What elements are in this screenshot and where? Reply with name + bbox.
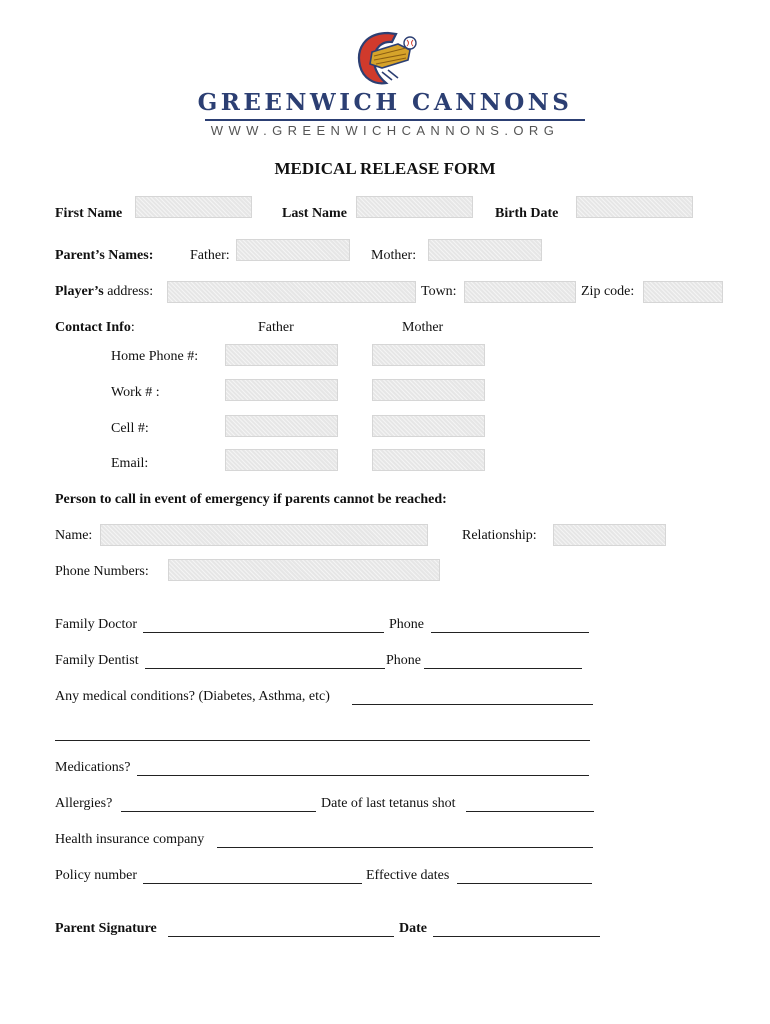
emergency-phone-field[interactable]	[168, 559, 440, 581]
effective-dates-label: Effective dates	[366, 868, 450, 883]
father-label: Father:	[190, 248, 230, 263]
contact-info-label: Contact Info:	[55, 320, 135, 335]
signature-date-label: Date	[399, 921, 427, 936]
last-name-field[interactable]	[356, 196, 473, 218]
work-phone-label: Work # :	[111, 385, 160, 400]
father-home-phone-field[interactable]	[225, 344, 338, 366]
family-dentist-label: Family Dentist	[55, 653, 139, 668]
father-cell-phone-field[interactable]	[225, 415, 338, 437]
medical-conditions-label: Any medical conditions? (Diabetes, Asthma, etc)	[55, 689, 330, 704]
mother-home-phone-field[interactable]	[372, 344, 485, 366]
tetanus-date-label: Date of last tetanus shot	[321, 796, 456, 811]
insurance-company-label: Health insurance company	[55, 832, 205, 847]
brand-underline	[205, 119, 585, 121]
parents-names-label: Parent’s Names:	[55, 248, 154, 263]
doctor-phone-line[interactable]	[431, 618, 589, 633]
mother-label: Mother:	[371, 248, 417, 263]
address-field[interactable]	[167, 281, 416, 303]
town-label: Town:	[421, 284, 457, 299]
policy-number-label: Policy number	[55, 868, 138, 883]
birth-date-label: Birth Date	[495, 206, 559, 221]
family-doctor-label: Family Doctor	[55, 617, 138, 632]
zip-code-field[interactable]	[643, 281, 723, 303]
mother-email-field[interactable]	[372, 449, 485, 471]
relationship-field[interactable]	[553, 524, 666, 546]
email-label: Email:	[111, 456, 149, 471]
doctor-phone-label: Phone	[389, 617, 424, 632]
tetanus-date-line[interactable]	[466, 797, 594, 812]
brand-name: GREENWICH CANNONS	[197, 89, 573, 116]
birth-date-field[interactable]	[576, 196, 693, 218]
parent-signature-line[interactable]	[168, 922, 394, 937]
mother-name-field[interactable]	[428, 239, 542, 261]
father-email-field[interactable]	[225, 449, 338, 471]
emergency-phone-label: Phone Numbers:	[55, 564, 149, 579]
zip-code-label: Zip code:	[581, 284, 635, 299]
website-url: WWW.GREENWICHCANNONS.ORG	[210, 123, 560, 138]
allergies-label: Allergies?	[55, 796, 113, 811]
cell-phone-label: Cell #:	[111, 421, 149, 436]
emergency-name-field[interactable]	[100, 524, 428, 546]
form-title: MEDICAL RELEASE FORM	[274, 159, 496, 178]
dentist-phone-label: Phone	[386, 653, 421, 668]
father-work-phone-field[interactable]	[225, 379, 338, 401]
insurance-company-line[interactable]	[217, 833, 593, 848]
last-name-label: Last Name	[282, 206, 347, 221]
medical-conditions-line[interactable]	[352, 690, 593, 705]
emergency-contact-heading: Person to call in event of emergency if parents cannot be reached:	[55, 492, 447, 507]
medical-conditions-line-2[interactable]	[55, 726, 590, 741]
contact-mother-column: Mother	[402, 320, 444, 335]
contact-father-column: Father	[258, 320, 294, 335]
home-phone-label: Home Phone #:	[111, 349, 199, 364]
signature-date-line[interactable]	[433, 922, 600, 937]
mother-work-phone-field[interactable]	[372, 379, 485, 401]
first-name-label: First Name	[55, 206, 123, 221]
emergency-name-label: Name:	[55, 528, 93, 543]
allergies-line[interactable]	[121, 797, 316, 812]
relationship-label: Relationship:	[462, 528, 537, 543]
parent-signature-label: Parent Signature	[55, 921, 157, 936]
family-dentist-line[interactable]	[145, 654, 385, 669]
players-address-label: Player’s address:	[55, 284, 154, 299]
mother-cell-phone-field[interactable]	[372, 415, 485, 437]
dentist-phone-line[interactable]	[424, 654, 582, 669]
effective-dates-line[interactable]	[457, 869, 592, 884]
father-name-field[interactable]	[236, 239, 350, 261]
medications-line[interactable]	[137, 761, 589, 776]
policy-number-line[interactable]	[143, 869, 362, 884]
medications-label: Medications?	[55, 760, 131, 775]
family-doctor-line[interactable]	[143, 618, 384, 633]
greenwich-cannons-logo	[352, 30, 422, 88]
town-field[interactable]	[464, 281, 576, 303]
first-name-field[interactable]	[135, 196, 252, 218]
